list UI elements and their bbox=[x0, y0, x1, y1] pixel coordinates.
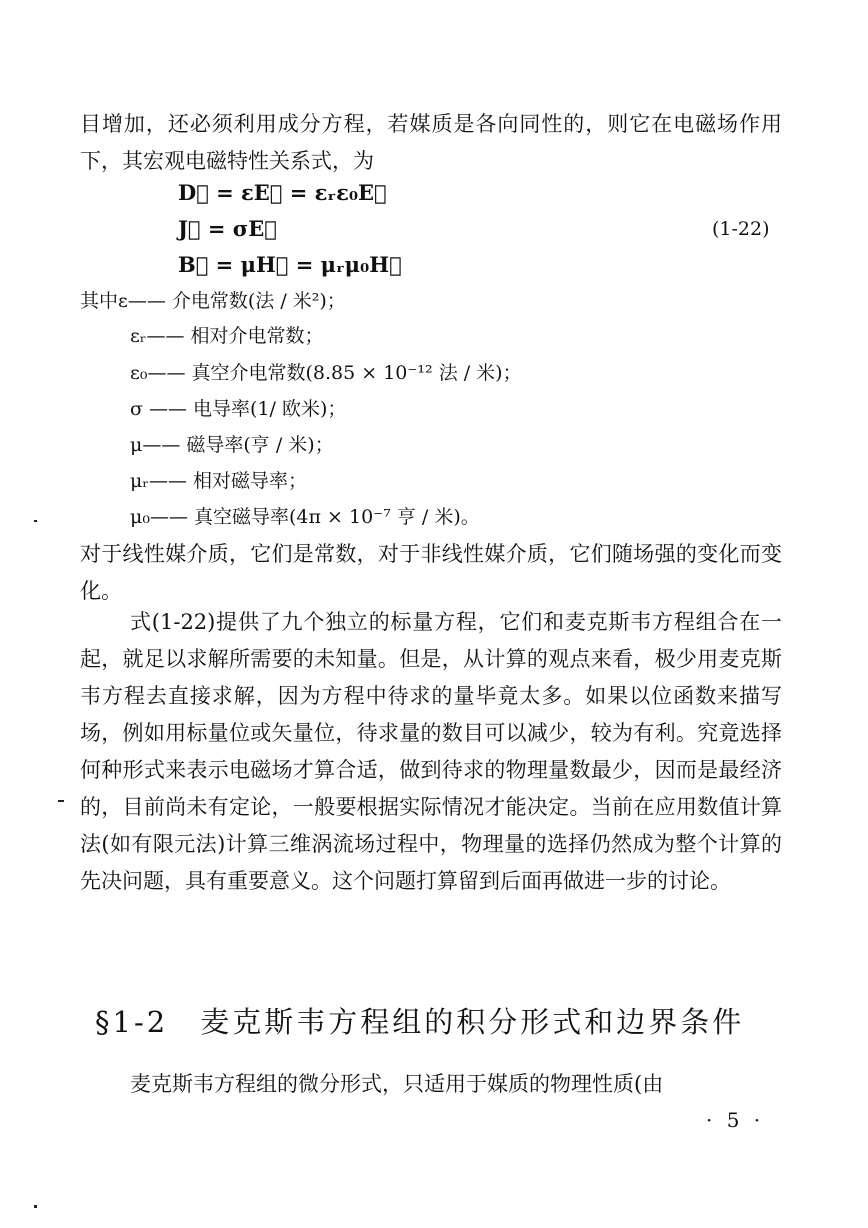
paragraph-section-start: 麦克斯韦方程组的微分形式，只适用于媒质的物理性质(由 bbox=[130, 1072, 664, 1096]
definition-mu-r: μᵣ—— 相对磁导率； bbox=[130, 470, 307, 492]
definition-epsilon: 其中ε—— 介电常数(法 / 米²)； bbox=[80, 290, 346, 312]
equation-number: (1-22) bbox=[712, 218, 770, 240]
paragraph-discussion: 式(1-22)提供了九个独立的标量方程，它们和麦克斯韦方程组合在一起，就足以求解所需要的未知量。但是，从计算的观点来看，极少用麦克斯韦方程去直接求解，因为方程中待求的量毕竟太多。如果以位函数来描写场，例如用标量位或矢量位，待求量的数目可以减少，较为有利。究竟选择何种形式来表示电磁场才算合适，做到待求的物理量数最少，因而是最经济的，目前尚未有定论，一般要根据实际情况才能决定。当前在应用数值计算法(如有限元法)计算三维涡流场过程中，物理量的选择仍然成为整个计算的先决问题，具有重要意义。这个问题打算留到后面再做进一步的讨论。 bbox=[80, 610, 782, 893]
definition-epsilon-r: εᵣ—— 相对介电常数； bbox=[130, 325, 324, 347]
definition-sigma: σ —— 电导率(1/ 欧米)； bbox=[130, 398, 347, 420]
definition-epsilon-0: ε₀—— 真空介电常数(8.85 × 10⁻¹² 法 / 米)； bbox=[130, 362, 522, 384]
section-heading: §1-2 麦克斯韦方程组的积分形式和边界条件 bbox=[95, 1005, 745, 1039]
paragraph-intro: 目增加，还必须利用成分方程，若媒质是各向同性的，则它在电磁场作用下，其宏观电磁特性关系式，为 bbox=[80, 112, 782, 173]
definition-mu-0: μ₀—— 真空磁导率(4π × 10⁻⁷ 亨 / 米)。 bbox=[130, 506, 480, 528]
scan-mark bbox=[58, 800, 64, 802]
formula-b: B⃗ = μH⃗ = μᵣμ₀H⃗ bbox=[178, 252, 402, 277]
scan-mark bbox=[34, 1205, 37, 1208]
formula-d: D⃗ = εE⃗ = εᵣε₀E⃗ bbox=[178, 180, 387, 205]
paragraph-linear-media: 对于线性媒介质，它们是常数，对于非线性媒介质，它们随场强的变化而变化。 bbox=[80, 542, 782, 603]
formula-j: J⃗ = σE⃗ bbox=[178, 216, 277, 241]
constitutive-equations bbox=[178, 176, 402, 284]
definition-mu: μ—— 磁导率(亨 / 米)； bbox=[130, 434, 334, 456]
page-number: · 5 · bbox=[706, 1108, 765, 1132]
scan-mark bbox=[34, 520, 37, 522]
